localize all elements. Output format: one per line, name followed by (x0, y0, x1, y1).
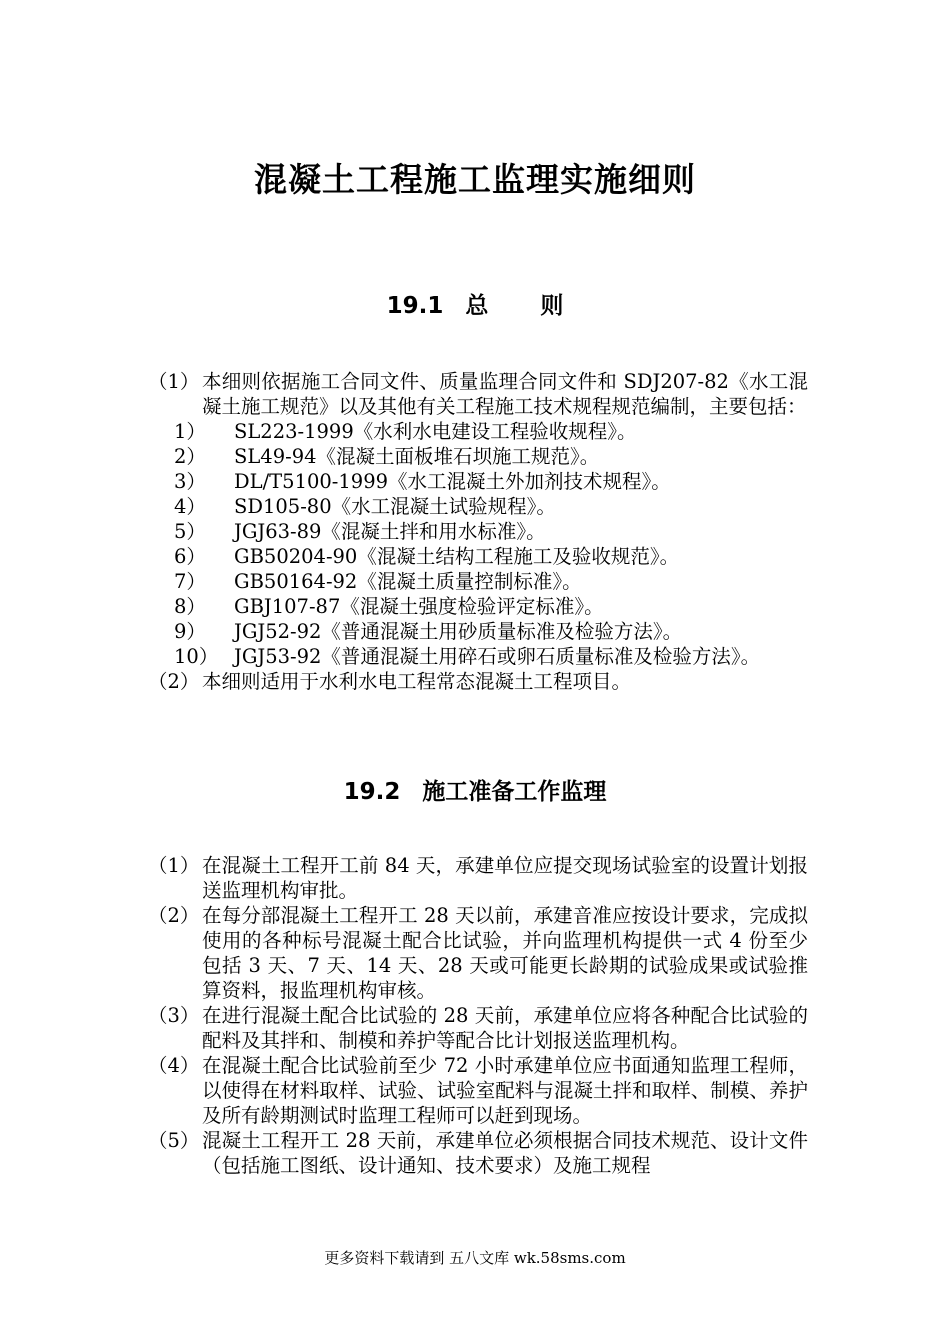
paragraph-number: （1） (148, 854, 200, 877)
section-2-number: 19.2 (343, 779, 401, 805)
reference-text: DL/T5100-1999《水工混凝土外加剂技术规程》。 (234, 470, 671, 493)
paragraph (148, 1003, 808, 1053)
paragraph (148, 1128, 808, 1178)
reference-text: JGJ53-92《普通混凝土用碎石或卵石质量标准及检验方法》。 (234, 645, 761, 668)
reference-item (148, 419, 808, 444)
reference-number: 2） (174, 445, 206, 468)
reference-text: GBJ107-87《混凝土强度检验评定标准》。 (234, 595, 604, 618)
reference-number: 4） (174, 495, 206, 518)
reference-item (148, 594, 808, 619)
section-1-title-a: 总 (465, 293, 489, 319)
paragraph-text: 在混凝土工程开工前 84 天，承建单位应提交现场试验室的设置计划报送监理机构审批。 (202, 854, 808, 902)
reference-item (148, 644, 808, 669)
reference-number: 6） (174, 545, 206, 568)
section-2-title: 施工准备工作监理 (422, 779, 607, 805)
paragraph (148, 903, 808, 1003)
paragraph-number: （3） (148, 1004, 200, 1027)
reference-item (148, 494, 808, 519)
document-title: 混凝土工程施工监理实施细则 (254, 160, 696, 199)
section-1-body (148, 369, 808, 694)
reference-text: SL223-1999《水利水电建设工程验收规程》。 (234, 420, 637, 443)
reference-number: 7） (174, 570, 206, 593)
reference-text: SL49-94《混凝土面板堆石坝施工规范》。 (234, 445, 600, 468)
paragraph (148, 1053, 808, 1128)
paragraph-text: 在进行混凝土配合比试验的 28 天前，承建单位应将各种配合比试验的配料及其拌和、制模和养护等配合比计划报送监理机构。 (202, 1004, 808, 1052)
section-2-body (148, 853, 808, 1178)
section-1-number: 19.1 (386, 293, 444, 319)
paragraph (148, 669, 808, 694)
reference-item (148, 544, 808, 569)
reference-text: SD105-80《水工混凝土试验规程》。 (234, 495, 556, 518)
paragraph-number: （5） (148, 1129, 200, 1152)
paragraph (148, 853, 808, 903)
reference-number: 3） (174, 470, 206, 493)
paragraph-number: （2） (148, 904, 200, 927)
page-footer: 更多资料下载请到 五八文库 wk.58sms.com (324, 1249, 626, 1267)
reference-number: 8） (174, 595, 206, 618)
reference-number: 1） (174, 420, 206, 443)
reference-item (148, 444, 808, 469)
paragraph (148, 369, 808, 419)
paragraph-number: （4） (148, 1054, 200, 1077)
section-1-title-b: 则 (540, 293, 564, 319)
paragraph-text: 在混凝土配合比试验前至少 72 小时承建单位应书面通知监理工程师，以使得在材料取样、试验、试验室配料与混凝土拌和取样、制模、养护及所有龄期测试时监理工程师可以赶到现场。 (202, 1054, 808, 1127)
section-1-heading (0, 287, 950, 320)
reference-text: GB50164-92《混凝土质量控制标准》。 (234, 570, 582, 593)
reference-text: JGJ52-92《普通混凝土用砂质量标准及检验方法》。 (234, 620, 683, 643)
section-2-heading (0, 773, 950, 806)
reference-number: 5） (174, 520, 206, 543)
reference-item (148, 569, 808, 594)
paragraph-text: 混凝土工程开工 28 天前，承建单位必须根据合同技术规范、设计文件（包括施工图纸、设计通知、技术要求）及施工规程 (202, 1129, 808, 1177)
paragraph-text: 在每分部混凝土工程开工 28 天以前，承建音准应按设计要求，完成拟使用的各种标号混凝土配合比试验，并向监理机构提供一式 4 份至少包括 3 天、7 天、14 天、28 天或可能更长龄期的试验成果或试验推算资料，报监理机构审核。 (202, 904, 808, 1002)
paragraph-text: 本细则依据施工合同文件、质量监理合同文件和 SDJ207-82《水工混凝土施工规范》以及其他有关工程施工技术规程规范编制，主要包括： (202, 370, 808, 418)
reference-text: GB50204-90《混凝土结构工程施工及验收规范》。 (234, 545, 680, 568)
paragraph-number: （1） (148, 370, 200, 393)
paragraph-number: （2） (148, 670, 200, 693)
paragraph-text: 本细则适用于水利水电工程常态混凝土工程项目。 (202, 670, 632, 693)
reference-text: JGJ63-89《混凝土拌和用水标准》。 (234, 520, 546, 543)
reference-item (148, 469, 808, 494)
reference-number: 10） (174, 645, 219, 668)
reference-item (148, 519, 808, 544)
reference-number: 9） (174, 620, 206, 643)
reference-item (148, 619, 808, 644)
